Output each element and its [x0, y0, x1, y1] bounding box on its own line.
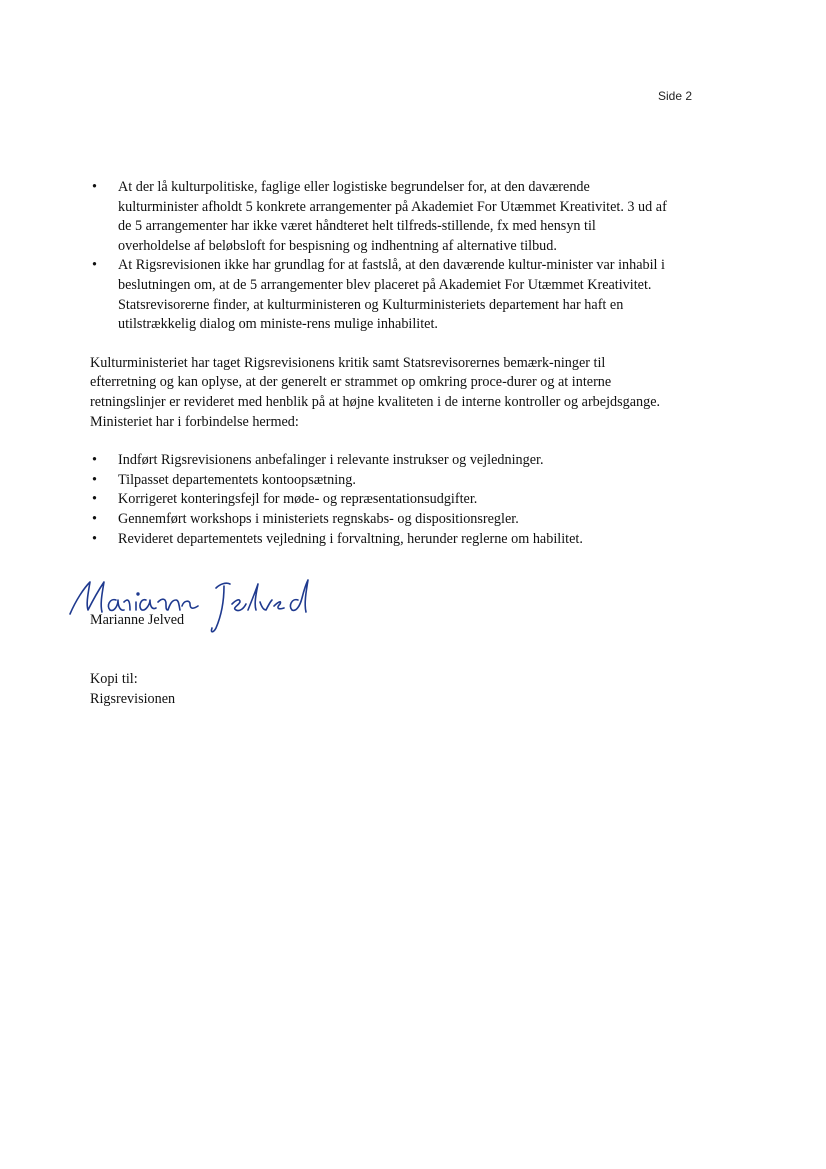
body-paragraph: Kulturministeriet har taget Rigsrevisionens kritik samt Statsrevisorernes bemærk-ninger til efterretning og kan oplyse, at der generelt er strammet op omkring proce-durer og at interne retningslinjer er revideret med henblik på at højne kvaliteten i de interne kontroller og arbejdsgange. Ministeriet har i forbindelse hermed: — [90, 354, 661, 430]
list-item — [90, 451, 670, 471]
list-item — [90, 178, 670, 256]
bullet-icon: • — [92, 491, 97, 508]
list-item-text: At Rigsrevisionen ikke har grundlag for at fastslå, at den daværende kultur-minister var inhabil i beslutningen om, at de 5 arrangementer blev placeret på Akademiet For Utæmmet Kreativitet. Statsrevisorerne finder, at kulturministeren og Kulturministeriets departement har haft en utilstrækkelig dialog om ministe-rens mulige inhabilitet. — [118, 257, 665, 333]
bullet-icon: • — [92, 257, 97, 274]
actions-list — [90, 451, 670, 549]
letter-body — [90, 178, 670, 549]
copy-label: Kopi til: — [90, 671, 138, 687]
list-item — [90, 471, 670, 491]
list-item — [90, 510, 670, 530]
page-number: Side 2 — [658, 89, 693, 103]
list-item — [90, 490, 670, 510]
copy-recipients — [90, 670, 175, 709]
list-item-text: Indført Rigsrevisionens anbefalinger i relevante instrukser og vejledninger. — [118, 452, 544, 469]
bullet-icon: • — [92, 510, 97, 527]
bullet-icon: • — [92, 179, 97, 195]
list-item-text: Korrigeret konteringsfejl for møde- og repræsentationsudgifter. — [118, 491, 478, 508]
bullet-icon: • — [92, 530, 97, 547]
bullet-icon: • — [92, 471, 97, 488]
list-item-text: Tilpasset departementets kontoopsætning. — [118, 471, 356, 488]
list-item-text: Gennemført workshops i ministeriets regnskabs- og dispositionsregler. — [118, 510, 519, 527]
list-item — [90, 530, 670, 550]
bullet-icon: • — [92, 452, 97, 469]
list-item-text: Revideret departementets vejledning i forvaltning, herunder reglerne om habilitet. — [118, 530, 583, 547]
list-item — [90, 256, 670, 334]
handwritten-signature — [66, 570, 336, 640]
findings-list — [90, 178, 670, 335]
list-item-text: At der lå kulturpolitiske, faglige eller logistiske begrundelser for, at den daværende kulturminister afholdt 5 konkrete arrangementer på Akademiet For Utæmmet Kreativitet. 3 ud af de 5 arrangementer har ikke været håndteret helt tilfreds-stillende, fx med hensyn til overholdelse af beløbsloft for bespisning og indhentning af alternative tilbud. — [118, 179, 667, 254]
signer-name: Marianne Jelved — [90, 612, 185, 628]
copy-recipient: Rigsrevisionen — [90, 690, 176, 707]
